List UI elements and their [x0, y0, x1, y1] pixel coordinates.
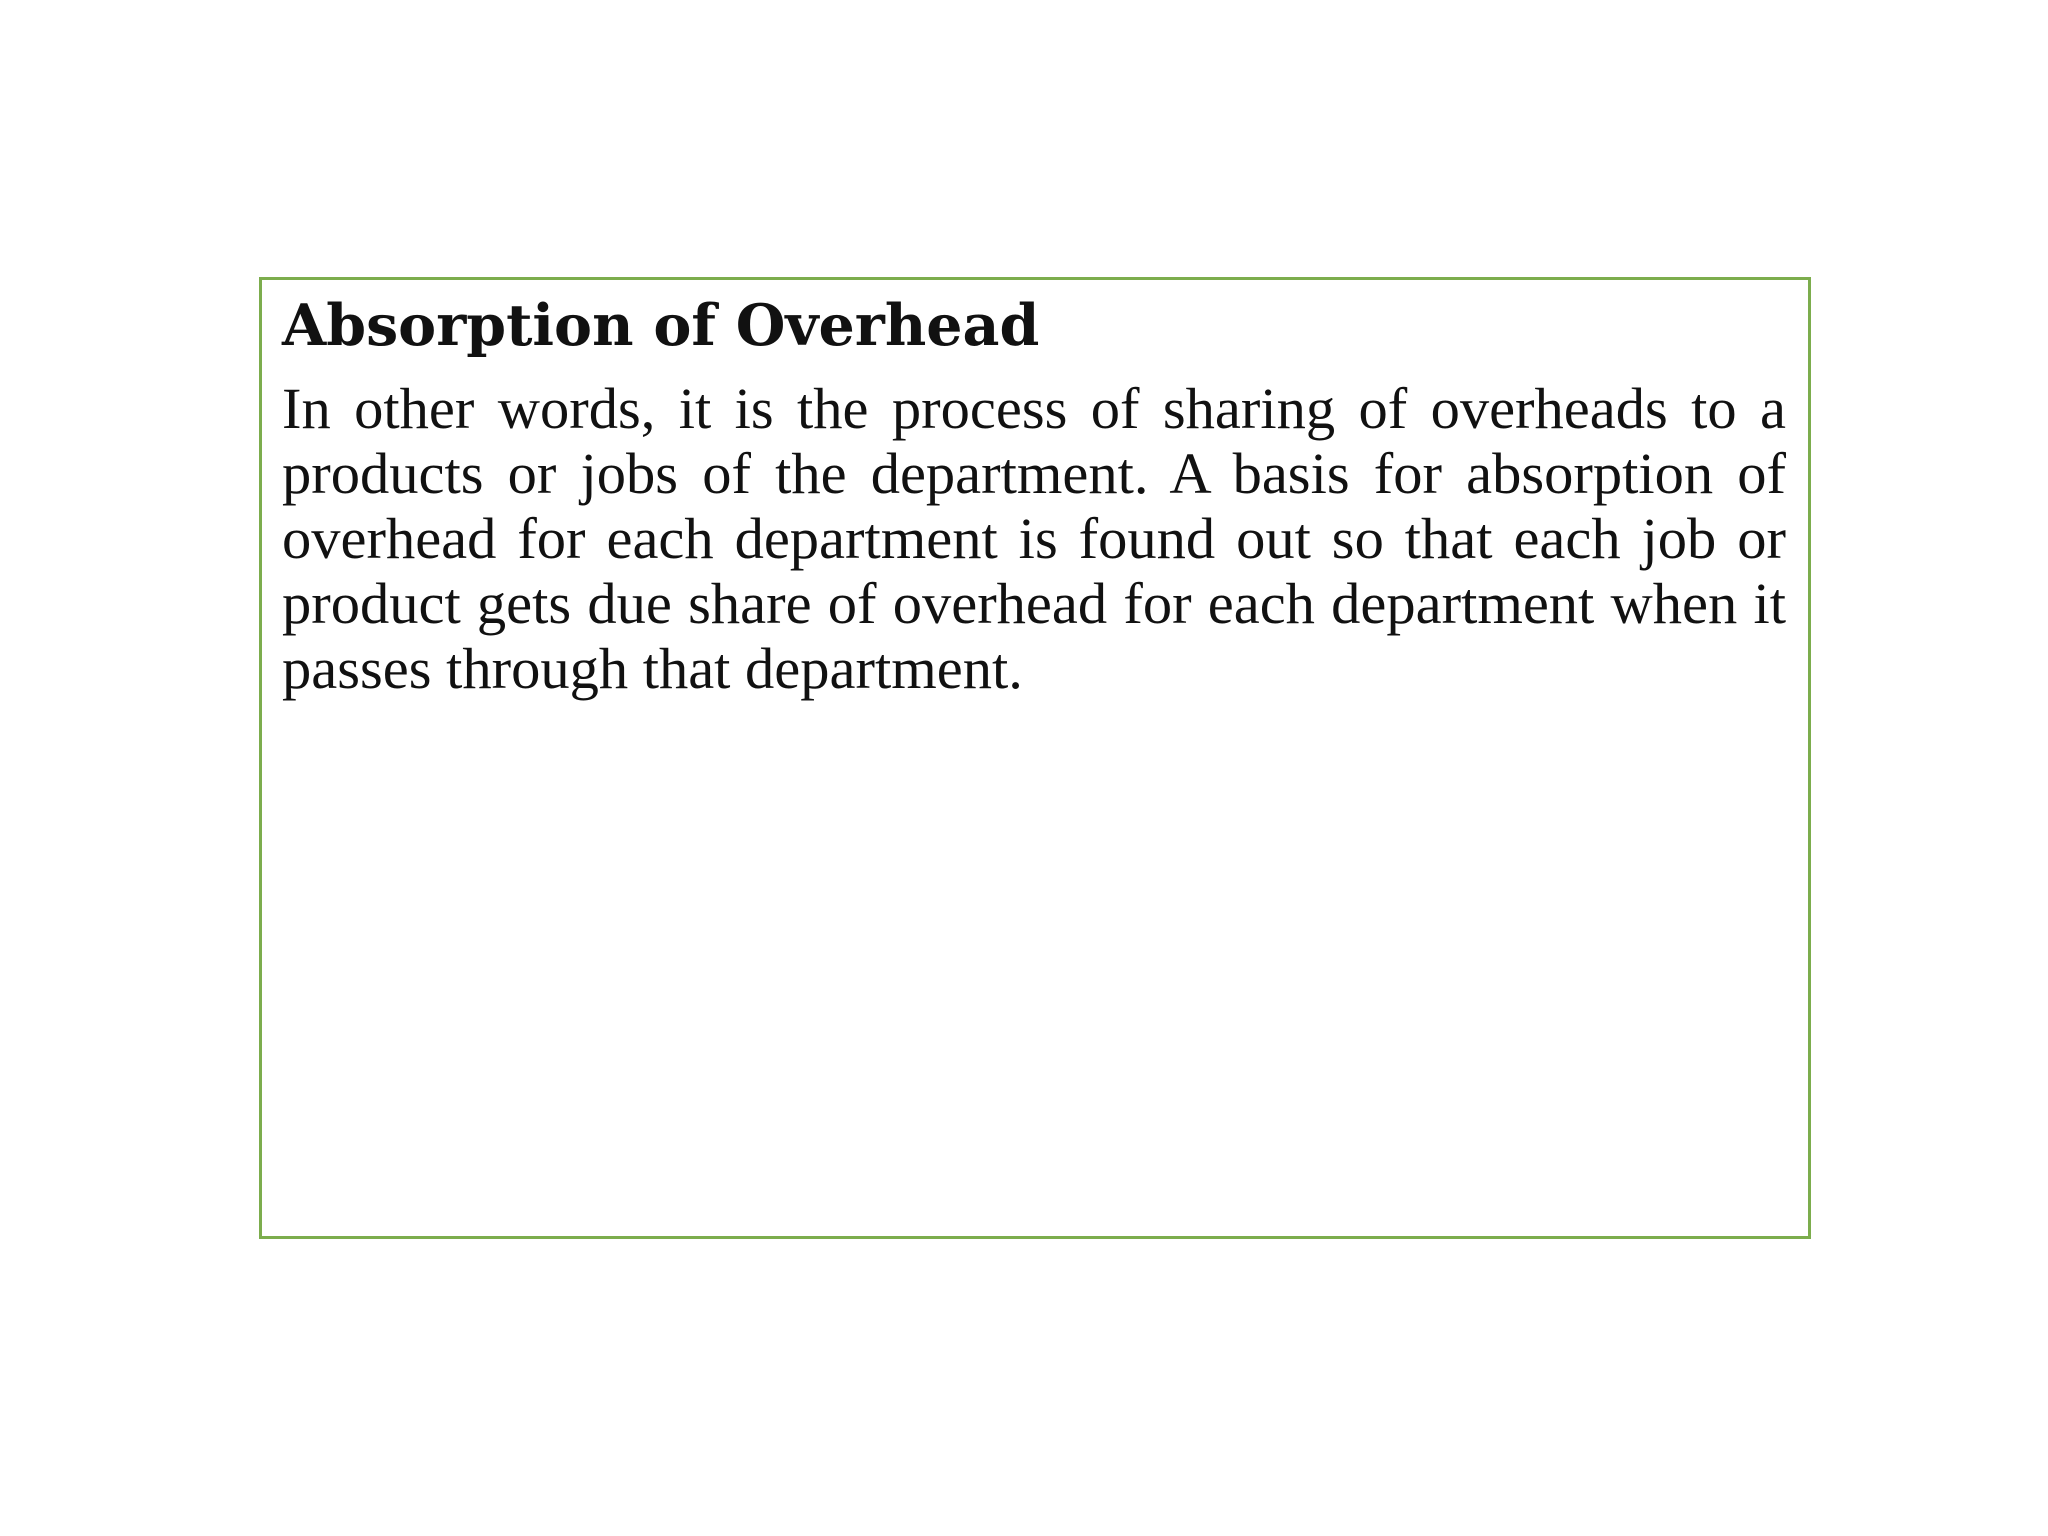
slide-body-text: In other words, it is the process of sharing of overheads to a products or jobs of the department. A basis for absorption of overhead for each department is found out so that each job or product gets due share of overhead for each department when it passes through that department.	[282, 376, 1786, 701]
content-box	[259, 277, 1811, 1239]
slide-title: Absorption of Overhead	[282, 292, 1040, 359]
